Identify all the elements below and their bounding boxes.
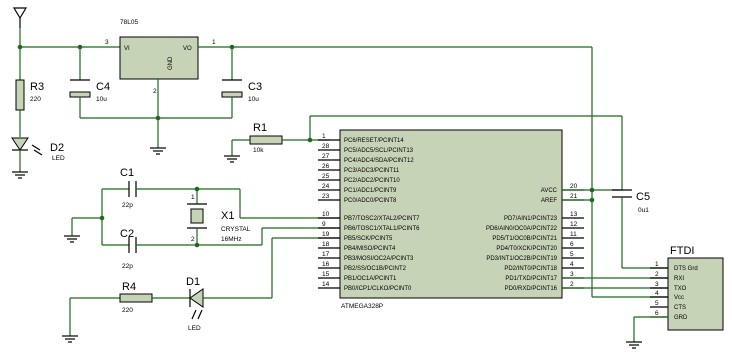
mcu-pin-number: 20 [570, 183, 578, 190]
r4-ref: R4 [122, 281, 137, 293]
ground-symbol-d2 [12, 172, 28, 178]
mcu-pin-number: 12 [570, 221, 578, 228]
capacitor-c1 [102, 167, 240, 209]
mcu-pin-label: PD3/INT1/OC2B/PCINT19 [486, 256, 557, 262]
regulator-name: 78L05 [120, 19, 139, 26]
mcu-pin-number: 11 [570, 231, 577, 238]
mcu-pin-label: PC0/ADC0/PCINT8 [344, 198, 397, 204]
ftdi-pin-number: 5 [655, 300, 659, 307]
d2-type: LED [52, 155, 65, 162]
r4-value: 220 [122, 307, 133, 314]
mcu-pin-number: 28 [322, 143, 330, 150]
regulator-pin3: 3 [105, 39, 109, 46]
led-d2 [12, 138, 65, 172]
mcu-pin-label: PB0/ICP1/CLKO/PCINT0 [344, 286, 412, 292]
ftdi-pin-number: 4 [655, 290, 659, 297]
mcu-pin-number: 21 [570, 193, 578, 200]
mcu-pin-number: 25 [322, 173, 330, 180]
ftdi-pin-label: GRD [674, 315, 688, 321]
c4-ref: C4 [96, 81, 111, 93]
c2-value: 22p [122, 263, 133, 270]
mcu-pin-label: PC5/ADC5/SCL/PCINT13 [344, 148, 414, 154]
mcu-pin-label: PC4/ADC4/SDA/PCINT12 [344, 158, 414, 164]
mcu-pin-label: PD1/TXD/PCINT17 [505, 276, 557, 282]
ftdi-pin-label: RXI [674, 276, 685, 282]
mcu-pin-label: AVCC [540, 188, 557, 194]
resistor-r3 [16, 47, 44, 137]
c3-ref: C3 [248, 81, 263, 93]
mcu-pin-label: PD6/AIN0/OC0A/PCINT22 [485, 226, 557, 232]
mcu-pin-label: PD5/T1/OC0B/PCINT21 [492, 236, 557, 242]
x1-ref: X1 [221, 210, 235, 222]
x1-pin1: 1 [191, 194, 195, 201]
c4-value: 10u [96, 96, 107, 103]
ground-symbol-r1 [224, 156, 240, 162]
mcu-pin-number: 18 [322, 241, 330, 248]
c1-value: 22p [122, 202, 133, 209]
r1-value: 10k [253, 147, 264, 154]
x1-type: CRYSTAL [221, 226, 251, 233]
mcu-pin-label: PB3/MOSI/OC2A/PCINT3 [344, 256, 414, 262]
capacitor-c4 [70, 47, 110, 118]
ground-symbol-r4 [62, 336, 78, 342]
c5-ref: C5 [636, 191, 651, 203]
regulator-pin2: 2 [153, 88, 157, 95]
mcu-pin-number: 5 [570, 251, 574, 258]
x1-freq: 16MHz [221, 236, 242, 243]
c1-ref: C1 [120, 167, 135, 179]
mcu-pin-number: 3 [570, 271, 574, 278]
mcu-pin-label: PC2/ADC2/PCINT10 [344, 178, 400, 184]
ground-symbol-crystal [64, 236, 80, 242]
mcu-name: ATMEGA328P [341, 303, 384, 310]
ftdi-pin-number: 6 [655, 310, 659, 317]
d2-ref: D2 [50, 142, 65, 154]
regulator-vo-label: VO [183, 46, 192, 52]
led-d1 [186, 276, 272, 332]
d1-ref: D1 [186, 276, 201, 288]
mcu-pin-number: 16 [322, 261, 330, 268]
mcu-pin-number: 15 [322, 271, 330, 278]
mcu-pin-number: 17 [322, 251, 330, 258]
ground-symbol-regulator [150, 148, 166, 154]
regulator-pin1: 1 [212, 39, 216, 46]
capacitor-c5 [612, 190, 650, 268]
power-input-terminal [14, 8, 26, 28]
capacitor-c2 [102, 228, 262, 270]
ftdi-pin-label: CTS [674, 305, 686, 311]
mcu-pin-label: PC3/ADC3/PCINT11 [344, 168, 400, 174]
d1-type: LED [188, 325, 201, 332]
mcu-pin-label: PB5/SCK/PCINT5 [344, 236, 393, 242]
mcu-pin-number: 24 [322, 183, 330, 190]
mcu-pin-number: 13 [570, 211, 578, 218]
ftdi-pin-number: 2 [655, 271, 659, 278]
ftdi-pin-number: 1 [655, 261, 659, 268]
mcu-pin-number: 27 [322, 153, 330, 160]
mcu-pin-number: 6 [570, 241, 574, 248]
r1-ref: R1 [253, 122, 268, 134]
ftdi-pin-label: DTS Grd [674, 266, 698, 272]
regulator-78l05 [105, 19, 216, 118]
ftdi-pin-label: TXO [674, 286, 687, 292]
mcu-pin-number: 4 [570, 261, 574, 268]
ftdi-pin-number: 3 [655, 281, 659, 288]
r3-ref: R3 [30, 81, 45, 93]
mcu-pin-label: PB4/MISO/PCINT4 [344, 246, 396, 252]
mcu-pin-label: PD2/INT0/PCINT18 [504, 266, 557, 272]
ftdi-title: FTDI [670, 245, 695, 257]
ground-symbol-ftdi [626, 342, 642, 348]
mcu-pin-label: PD0/RXD/PCINT16 [504, 286, 557, 292]
mcu-pin-label: PC1/ADC1/PCINT9 [344, 188, 397, 194]
mcu-pin-label: PB2/SS/OC1B/PCINT2 [344, 266, 407, 272]
crystal-x1 [187, 187, 251, 248]
resistor-r4 [70, 281, 190, 314]
mcu-pin-number: 10 [322, 211, 330, 218]
mcu-pin-number: 14 [322, 281, 330, 288]
regulator-gnd-label: GND [168, 56, 174, 70]
capacitor-c3 [222, 47, 262, 118]
x1-pin2: 2 [191, 236, 195, 243]
mcu-pin-label: PB7/TOSC2/XTAL2/PCINT7 [344, 216, 420, 222]
ftdi-pin-label: Vcc [674, 295, 685, 301]
mcu-pin-number: 1 [322, 133, 326, 140]
mcu-pin-label: PC6/RESET/PCINT14 [344, 138, 404, 144]
mcu-pin-label: PD7/AIN1/PCINT23 [503, 216, 557, 222]
mcu-pin-number: 9 [322, 221, 326, 228]
mcu-pin-label: PD4/T0/XCK/PCINT20 [496, 246, 557, 252]
resistor-r1 [232, 122, 330, 156]
mcu-pin-label: PB1/OC1A/PCINT1 [344, 276, 397, 282]
mcu-pin-number: 2 [570, 281, 574, 288]
r3-value: 220 [30, 96, 41, 103]
c5-value: 0u1 [638, 207, 649, 214]
mcu-pin-number: 26 [322, 163, 330, 170]
mcu-pin-number: 19 [322, 231, 330, 238]
regulator-vi-label: VI [124, 46, 130, 52]
mcu-pin-label: PB6/TOSC1/XTAL1/PCINT6 [344, 226, 420, 232]
mcu-atmega328p [318, 130, 584, 310]
mcu-pin-label: AREF [540, 198, 557, 204]
c2-ref: C2 [120, 228, 135, 240]
c3-value: 10u [248, 96, 259, 103]
mcu-pin-number: 23 [322, 193, 330, 200]
